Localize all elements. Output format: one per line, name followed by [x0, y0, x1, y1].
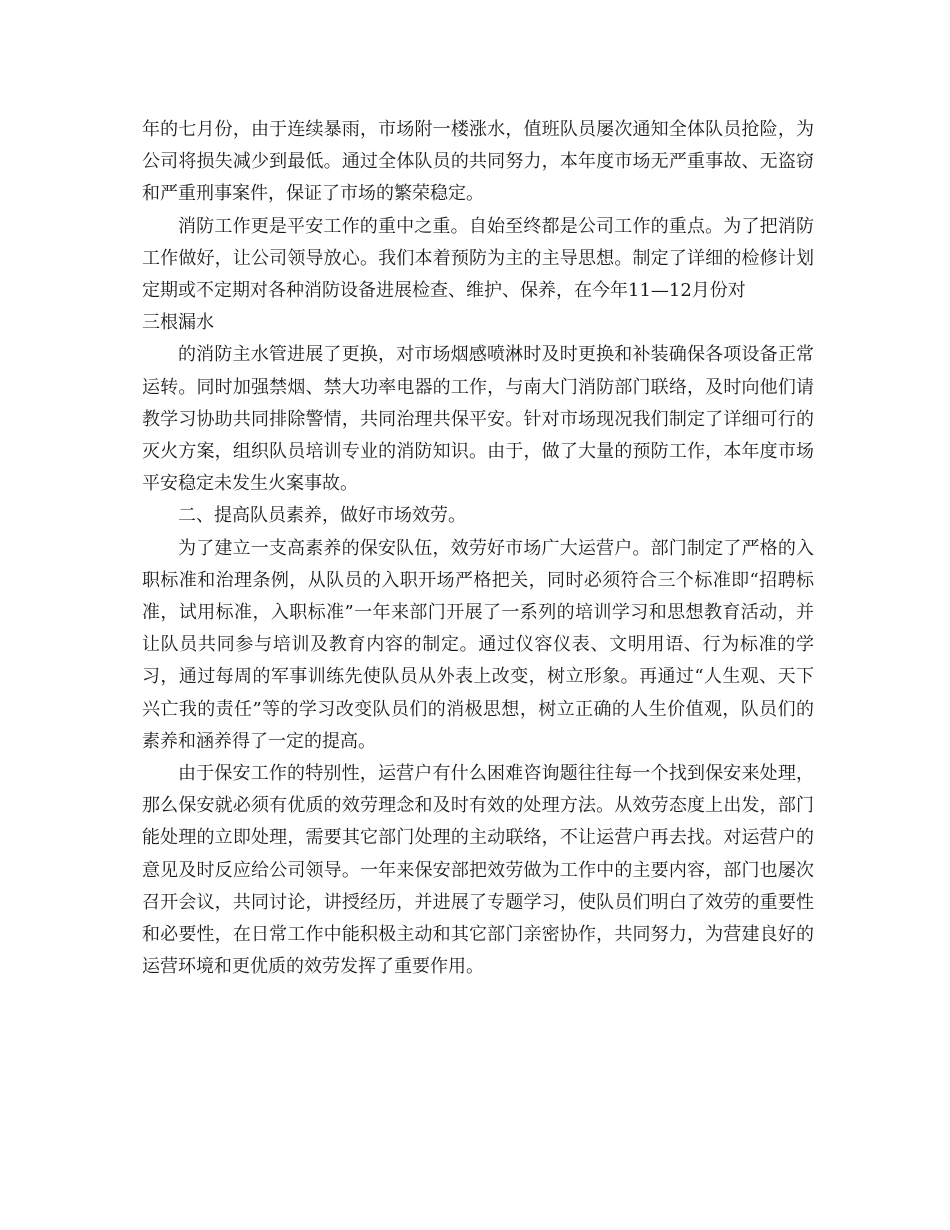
document-body — [142, 114, 814, 983]
paragraph-1: 年的七月份，由于连续暴雨，市场附一楼涨水，值班队员屡次通知全体队员抢险，为公司将损失减少到最低。通过全体队员的共同努力，本年度市场无严重事故、无盗窃和严重刑事案件，保证了市场的繁荣稳定。 — [142, 119, 814, 205]
section-heading: 二、提高队员素养，做好市场效劳。 — [178, 505, 466, 527]
paragraph-3: 三根漏水 — [142, 312, 214, 334]
paragraph-2: 消防工作更是平安工作的重中之重。自始至终都是公司工作的重点。为了把消防工作做好，让公司领导放心。我们本着预防为主的主导思想。制定了详细的检修计划定期或不定期对各种消防设备进展检查、维护、保养，在今年11—12月份对 — [142, 215, 814, 302]
paragraph-7: 由于保安工作的特别性，运营户有什么困难咨询题往往每一个找到保安来处理，那么保安就必须有优质的效劳理念和及时有效的处理方法。从效劳态度上出发，部门能处理的立即处理，需要其它部门处理的主动联络，不让运营户再去找。对运营户的意见及时反应给公司领导。一年来保安部把效劳做为工作中的主要内容，部门也屡次召开会议，共同讨论，讲授经历，并进展了专题学习，使队员们明白了效劳的重要性和必要性，在日常工作中能积极主动和其它部门亲密协作，共同努力，为营建良好的运营环境和更优质的效劳发挥了重要作用。 — [142, 763, 814, 978]
paragraph-6: 为了建立一支高素养的保安队伍，效劳好市场广大运营户。部门制定了严格的入职标准和治理条例，从队员的入职开场严格把关，同时必须符合三个标准即“招聘标准，试用标准，入职标准”一年来部门开展了一系列的培训学习和思想教育活动，并让队员共同参与培训及教育内容的制定。通过仪容仪表、文明用语、行为标准的学习，通过每周的军事训练先使队员从外表上改变，树立形象。再通过“人生观、天下兴亡我的责任”等的学习改变队员们的消极思想，树立正确的人生价值观，队员们的素养和涵养得了一定的提高。 — [142, 537, 814, 752]
paragraph-4: 的消防主水管进展了更换，对市场烟感喷淋时及时更换和补装确保各项设备正常运转。同时加强禁烟、禁大功率电器的工作，与南大门消防部门联络，及时向他们请教学习协助共同排除警情，共同治理共保平安。针对市场现况我们制定了详细可行的灭火方案，组织队员培训专业的消防知识。由于，做了大量的预防工作，本年度市场平安稳定未发生火案事故。 — [142, 344, 814, 495]
